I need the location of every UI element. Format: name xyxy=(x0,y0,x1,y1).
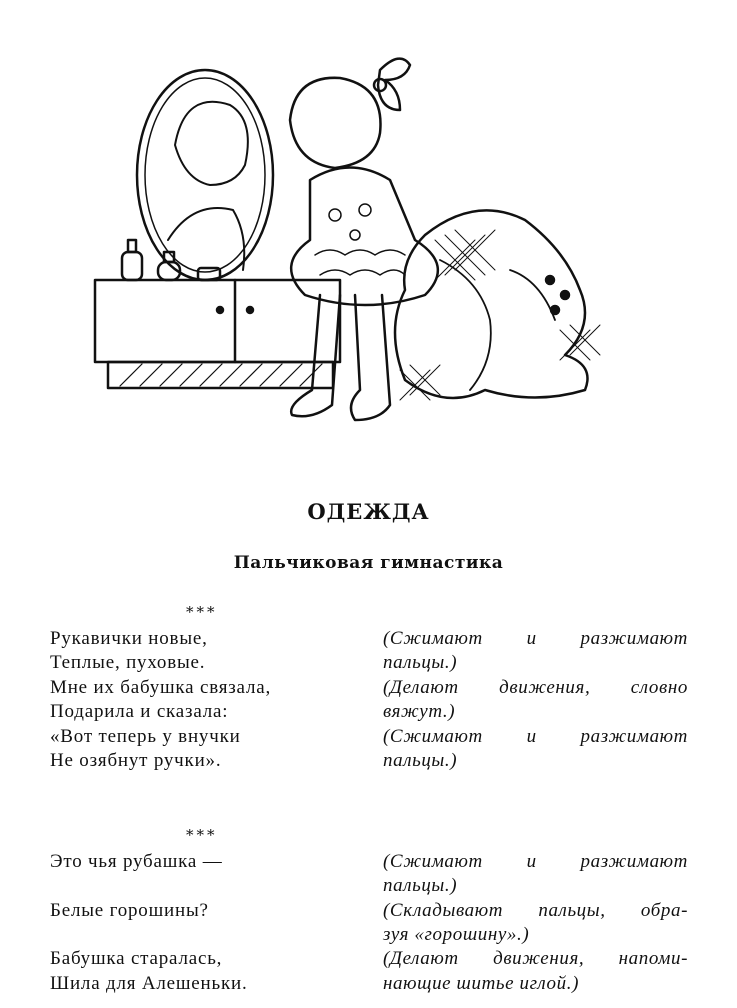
instruction-line: (Сжимают и разжимают xyxy=(383,851,688,872)
clothes-pile xyxy=(395,210,588,398)
poem-line: Рукавички новые, xyxy=(50,628,208,649)
instruction-line: (Сжимают и разжимают xyxy=(383,628,688,649)
poem-line: Белые горошины? xyxy=(50,900,209,921)
page-subtitle: Пальчиковая гимнастика xyxy=(233,553,504,573)
page-title: ОДЕЖДА xyxy=(307,499,430,524)
poem-line: Бабушка старалась, xyxy=(50,948,223,969)
instruction-line: зуя «горошину».) xyxy=(383,924,530,945)
girl-legs xyxy=(291,295,340,416)
instruction-line: вяжут.) xyxy=(383,701,456,722)
girl-mirror-illustration xyxy=(80,40,660,440)
instruction-line: пальцы.) xyxy=(383,875,458,896)
instruction-line: (Делают движения, словно xyxy=(383,677,688,698)
bottle xyxy=(122,252,142,280)
instruction-line: (Сжимают и разжимают xyxy=(383,726,688,747)
instruction-line: (Делают движения, напоми- xyxy=(383,948,688,969)
poem-line: Шила для Алешеньки. xyxy=(50,973,248,994)
instruction-line: (Складывают пальцы, обра- xyxy=(383,900,688,921)
poem-line: Мне их бабушка связала, xyxy=(50,677,272,698)
section-separator: *** xyxy=(186,603,218,621)
girl-head xyxy=(290,78,381,168)
instruction-line: пальцы.) xyxy=(383,750,458,771)
poem-line: Подарила и сказала: xyxy=(50,701,229,722)
poem-line: «Вот теперь у внучки xyxy=(50,726,241,747)
instruction-line: пальцы.) xyxy=(383,652,458,673)
instruction-line: нающие шитье иглой.) xyxy=(383,973,579,994)
poem-line: Не озябнут ручки». xyxy=(50,750,222,771)
girl-dress xyxy=(291,168,438,306)
poem-line: Теплые, пуховые. xyxy=(50,652,206,673)
section-separator: *** xyxy=(186,826,218,844)
poem-line: Это чья рубашка — xyxy=(50,851,223,872)
